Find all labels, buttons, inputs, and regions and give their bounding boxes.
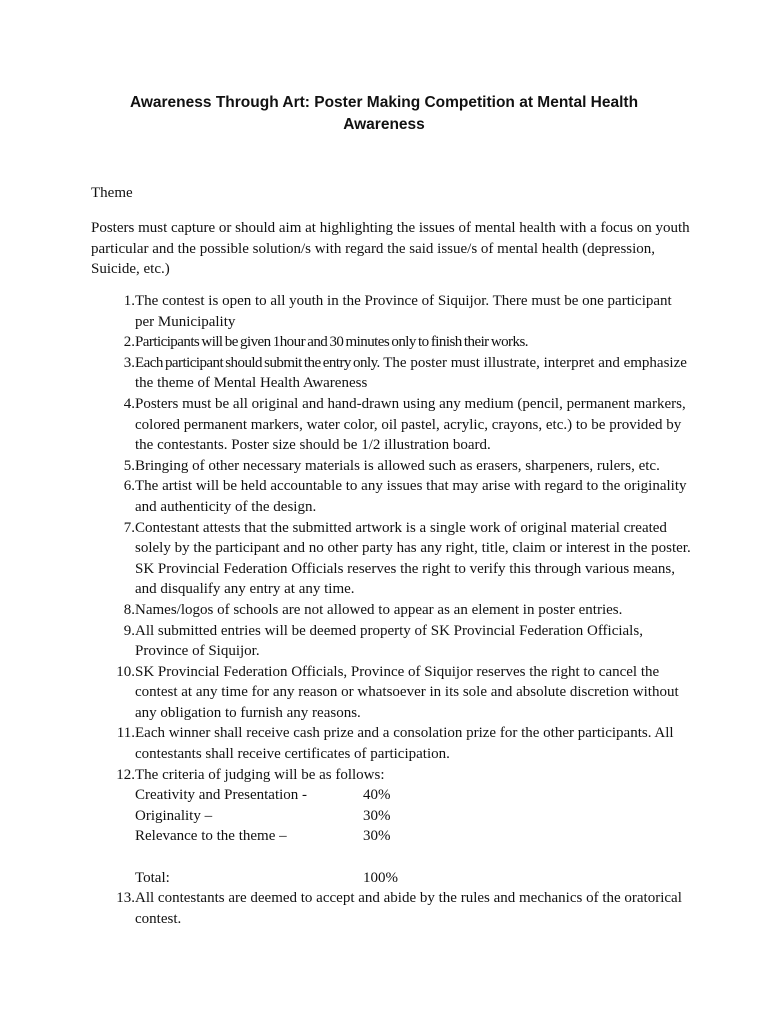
rule-item-1	[91, 291, 691, 332]
criteria-value: 40%	[363, 787, 391, 804]
rule-item-9	[91, 621, 691, 662]
rule-item-7	[91, 518, 691, 600]
rule-text: SK Provincial Federation Officials, Province of Siquijor reserves the right to cancel the contest at any time for any reason or whatsoever in its sole and absolute discretion without any obligation to furnish any reasons.	[135, 663, 679, 721]
rule-text: Posters must be all original and hand-drawn using any medium (pencil, permanent markers, colored permanent markers, water color, oil pastel, acrylic, crayons, etc.) to be provided by the contestants. Poster size should be 1/2 illustration board.	[135, 395, 686, 454]
criteria-row	[135, 826, 691, 847]
rule-number: 11.	[116, 725, 135, 742]
rule-text: The artist will be held accountable to any issues that may arise with regard to the originality and authenticity of the design.	[135, 478, 687, 515]
criteria-row	[135, 785, 691, 806]
document-title: Awareness Through Art: Poster Making Competition at Mental Health Awareness	[129, 94, 639, 133]
total-value: 100%	[363, 869, 398, 886]
rule-item-12	[91, 765, 691, 889]
rule-number: 4.	[123, 395, 135, 412]
rule-text-part: The poster must illustrate, interpret and emphasize the theme of Mental Health Awareness	[135, 354, 687, 392]
rule-item-13	[91, 888, 691, 929]
rule-item-4	[91, 394, 691, 456]
rule-text	[135, 765, 691, 889]
total-label: Total:	[135, 869, 170, 886]
rule-item-6	[91, 476, 691, 517]
criteria-label: Relevance to the theme –	[135, 828, 287, 845]
rule-text: Participants will be given 1hour and 30 minutes only to finish their works.	[135, 334, 528, 351]
rule-text-part: Each participant should submit the entry only.	[135, 354, 380, 371]
rule-number: 13.	[116, 890, 135, 907]
rule-text: All contestants are deemed to accept and abide by the rules and mechanics of the oratorical contest.	[135, 890, 682, 927]
criteria-row	[135, 806, 691, 827]
rule-item-2	[91, 332, 691, 353]
rule-number: 7.	[123, 519, 135, 536]
rule-item-11	[91, 723, 691, 764]
spacer	[135, 847, 691, 868]
rule-number: 12.	[116, 766, 135, 783]
criteria-intro: The criteria of judging will be as follows:	[135, 766, 385, 783]
intro-paragraph: Posters must capture or should aim at highlighting the issues of mental health with a focus on youth particular and the possible solution/s with regard the said issue/s of mental health (depression, Suicide, etc.)	[91, 220, 690, 278]
theme-heading: Theme	[91, 185, 133, 201]
rule-item-5	[91, 456, 691, 477]
rule-text: Names/logos of schools are not allowed to appear as an element in poster entries.	[135, 601, 623, 618]
rule-item-10	[91, 662, 691, 724]
rule-number: 10.	[116, 663, 135, 680]
rule-text: The contest is open to all youth in the Province of Siquijor. There must be one participant per Municipality	[135, 293, 672, 330]
criteria-label: Creativity and Presentation -	[135, 787, 308, 804]
criteria-value: 30%	[363, 828, 391, 845]
rule-number: 3.	[123, 354, 135, 371]
rule-text	[135, 353, 691, 394]
criteria-total-row	[135, 868, 691, 889]
rule-number: 5.	[123, 457, 135, 474]
criteria-value: 30%	[363, 807, 391, 824]
rule-text: Contestant attests that the submitted artwork is a single work of original material created solely by the participant and no other party has any right, title, claim or interest in the poster. SK Provincial Federation Officials reserves the right to verify this through various means, and disqualify any entry at any time.	[135, 519, 691, 598]
rule-text: Each winner shall receive cash prize and a consolation prize for the other participants. All contestants shall receive certificates of participation.	[135, 725, 674, 763]
rule-number: 2.	[123, 334, 135, 351]
criteria-table	[135, 785, 691, 888]
criteria-label: Originality –	[135, 807, 213, 824]
rule-text: All submitted entries will be deemed property of SK Provincial Federation Officials, Province of Siquijor.	[135, 622, 643, 660]
rule-text: Bringing of other necessary materials is allowed such as erasers, sharpeners, rulers, etc.	[135, 457, 660, 474]
rule-item-3	[91, 353, 691, 394]
rule-number: 1.	[123, 293, 135, 309]
rule-number: 9.	[123, 622, 135, 639]
rule-number: 8.	[123, 601, 135, 618]
rule-item-8	[91, 600, 691, 621]
rule-number: 6.	[123, 478, 135, 495]
rules-list	[91, 291, 691, 929]
